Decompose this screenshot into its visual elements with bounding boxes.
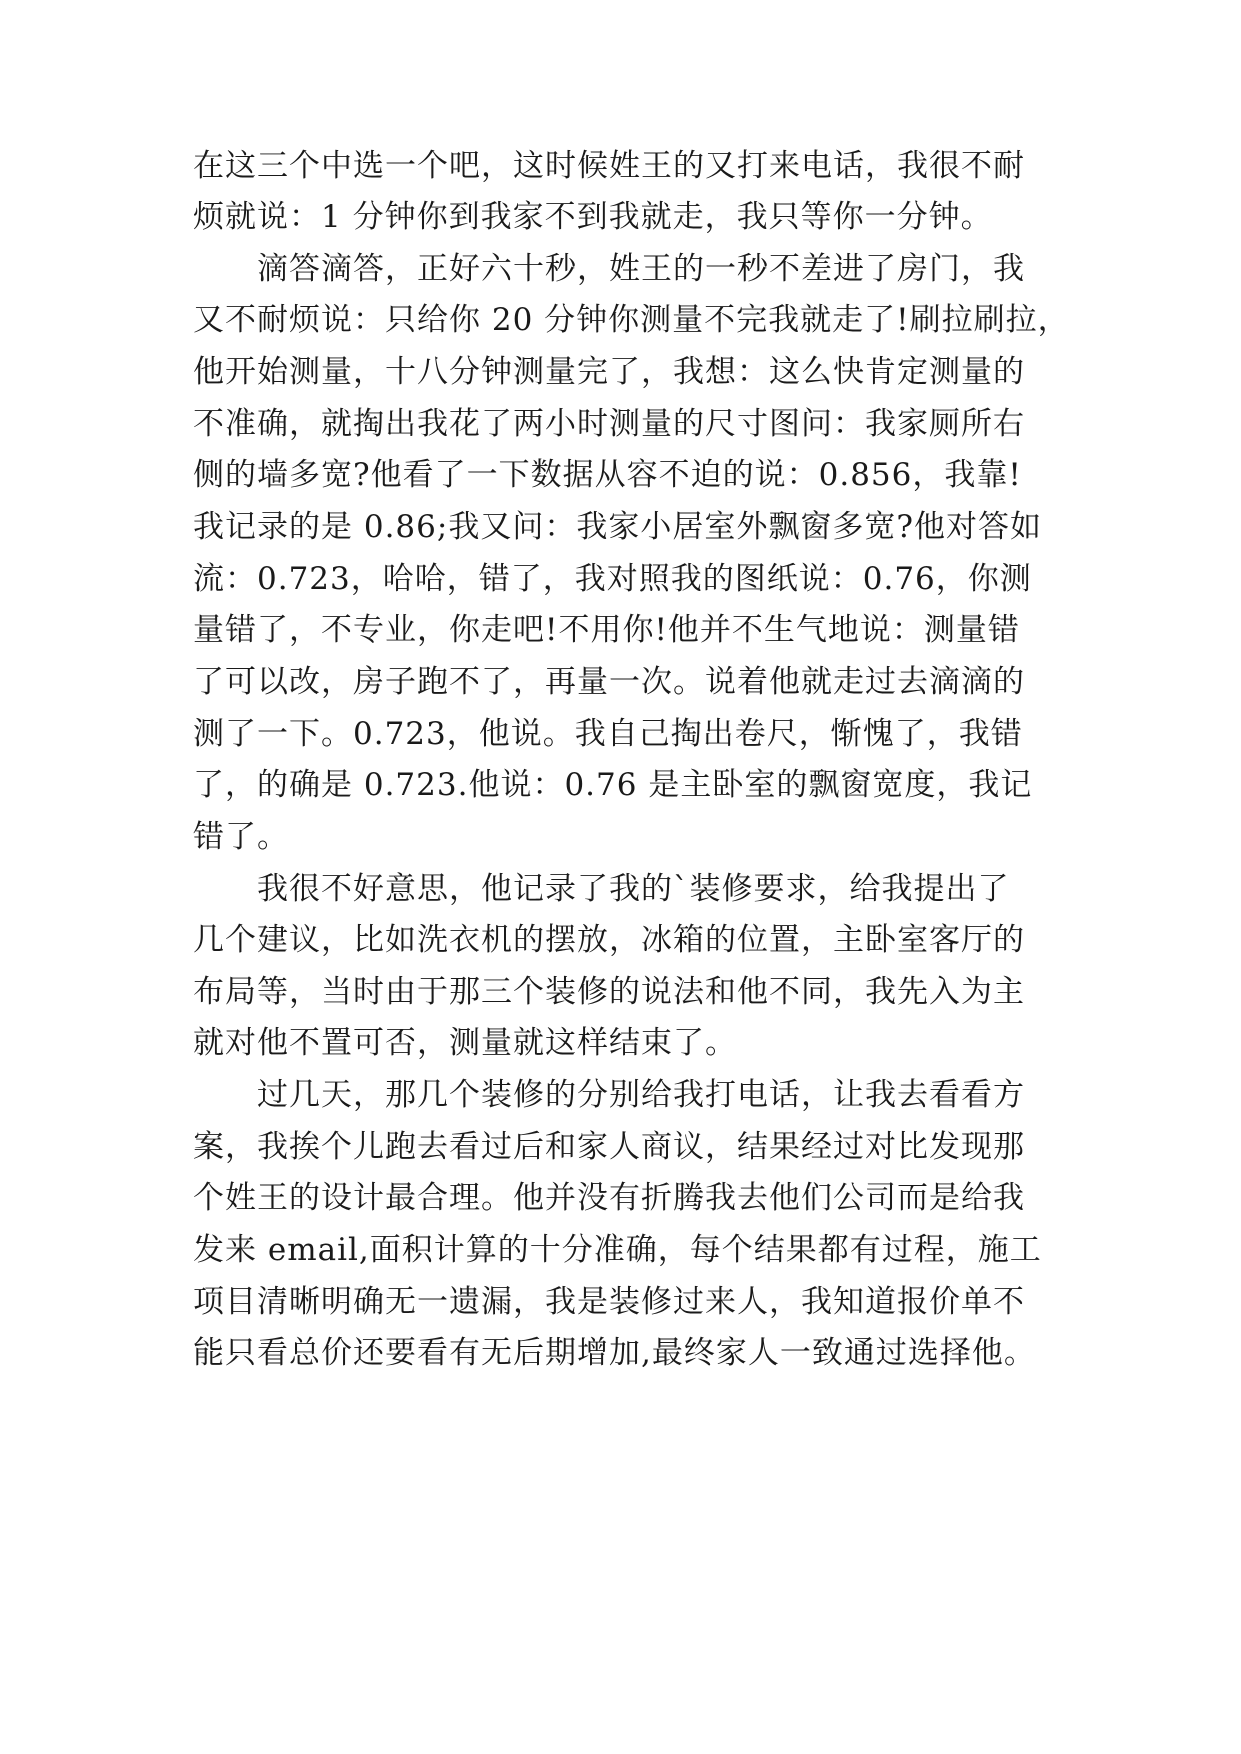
text-line: 烦就说：1 分钟你到我家不到我就走，我只等你一分钟。 — [193, 199, 993, 235]
text-line: 我记录的是 0.86;我又问：我家小居室外飘窗多宽?他对答如 — [193, 509, 1042, 545]
text-line: 测了一下。0.723，他说。我自己掏出卷尺，惭愧了，我错 — [193, 716, 1023, 752]
text-line: 在这三个中选一个吧，这时候姓王的又打来电话，我很不耐 — [193, 148, 1025, 184]
paragraph-start-line: 滴答滴答，正好六十秒，姓王的一秒不差进了房门，我 — [257, 251, 1025, 287]
text-line: 了可以改，房子跑不了，再量一次。说着他就走过去滴滴的 — [193, 664, 1025, 700]
text-line: 能只看总价还要看有无后期增加,最终家人一致通过选择他。 — [193, 1335, 1036, 1371]
text-line: 几个建议，比如洗衣机的摆放，冰箱的位置，主卧室客厅的 — [193, 922, 1025, 958]
text-line: 流：0.723，哈哈，错了，我对照我的图纸说：0.76，你测 — [193, 561, 1032, 597]
text-line: 错了。 — [193, 819, 289, 855]
text-line: 项目清晰明确无一遗漏，我是装修过来人，我知道报价单不 — [193, 1284, 1025, 1320]
text-line: 案，我挨个儿跑去看过后和家人商议，结果经过对比发现那 — [193, 1129, 1025, 1165]
text-line: 发来 email,面积计算的十分准确，每个结果都有过程，施工 — [193, 1232, 1042, 1268]
text-line: 了，的确是 0.723.他说：0.76 是主卧室的飘窗宽度，我记 — [193, 767, 1033, 803]
text-line: 个姓王的设计最合理。他并没有折腾我去他们公司而是给我 — [193, 1180, 1025, 1216]
text-line: 他开始测量，十八分钟测量完了，我想：这么快肯定测量的 — [193, 354, 1025, 390]
text-line: 不准确，就掏出我花了两小时测量的尺寸图问：我家厕所右 — [193, 406, 1025, 442]
paragraph-start-line: 过几天，那几个装修的分别给我打电话，让我去看看方 — [257, 1077, 1025, 1113]
text-line: 又不耐烦说：只给你 20 分钟你测量不完我就走了!刷拉刷拉， — [193, 302, 1070, 338]
text-line: 侧的墙多宽?他看了一下数据从容不迫的说：0.856，我靠! — [193, 457, 1022, 493]
text-line: 布局等，当时由于那三个装修的说法和他不同，我先入为主 — [193, 974, 1025, 1010]
text-line: 就对他不置可否，测量就这样结束了。 — [193, 1025, 737, 1061]
text-line: 量错了，不专业，你走吧!不用你!他并不生气地说：测量错 — [193, 612, 1020, 648]
paragraph-start-line: 我很不好意思，他记录了我的`装修要求，给我提出了 — [257, 871, 1010, 907]
